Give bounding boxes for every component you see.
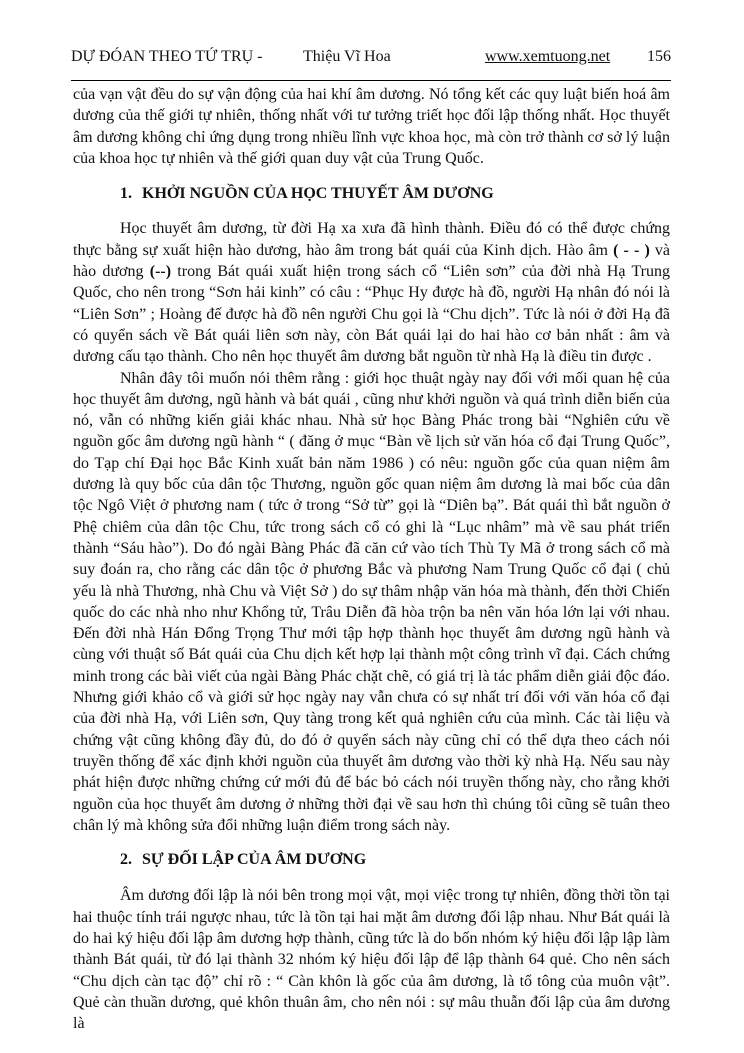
book-title: DỰ ĐÓAN THEO TỨ TRỤ - bbox=[71, 48, 263, 65]
yang-line-symbol: (--) bbox=[149, 263, 172, 281]
paragraph-text: Học thuyết âm dương, từ đời Hạ xa xưa đã hình thành. Điều đó có thể được chứng thực bằng sự xuất hiện hào dương, hào âm trong bát quái của Kinh dịch. Hào âm bbox=[73, 220, 670, 259]
section-title: KHỞI NGUỒN CỦA HỌC THUYẾT ÂM DƯƠNG bbox=[142, 185, 494, 203]
section2-paragraph-1: Âm dương đối lập là nói bên trong mọi vật, mọi việc trong tự nhiên, đồng thời tồn tại hai thuộc tính trái ngược nhau, tức là tồn tại hai mặt âm dương đối lập nhau. Như Bát quái là do hai ký hiệu đối lập âm dương hợp thành, cũng tức là do bốn nhóm ký hiệu đối lập lập làm thành Bát quái, từ đó lại thành 32 nhóm ký hiệu đối lập để lập thành 64 quẻ. Cho nên sách “Chu dịch càn tạc độ” chỉ rõ : “ Càn khôn là gốc của âm dương, là tổ tông của muôn vật”. Quẻ càn thuần dương, quẻ khôn thuân âm, cho nên nói : sự mâu thuẫn đối lập của âm dương là bbox=[73, 887, 670, 1033]
yin-line-symbol: ( - - ) bbox=[613, 241, 650, 259]
page-header bbox=[71, 44, 671, 70]
section1-paragraph-1 bbox=[73, 218, 670, 367]
header-divider bbox=[71, 80, 671, 81]
author-name: Thiệu Vĩ Hoa bbox=[303, 48, 391, 65]
section-number: 1. bbox=[120, 185, 132, 203]
website-link[interactable]: www.xemtuong.net bbox=[485, 48, 611, 65]
section-heading-2 bbox=[73, 849, 670, 870]
section-heading-1 bbox=[73, 183, 670, 204]
section1-paragraph-2: Nhân đây tôi muốn nói thêm rằng : giới học thuật ngày nay đối với mối quan hệ của học thuyết âm dương, ngũ hành và bát quái , cũng như khởi nguồn và quá trình diễn biến của nó, vẫn có những kiến giải khác nhau. Nhà sử học Bàng Phác trong bài “Nghiên cứu về nguồn gốc âm dương ngũ hành “ ( đăng ở mục “Bàn về lịch sử văn hóa cổ đại Trung Quốc”, do Tạp chí Đại học Bắc Kinh xuất bản năm 1986 ) có nêu: nguồn gốc của quan niệm âm dương là quy bốc của dân tộc Thương, nguồn gốc quan niệm âm dương là mai bốc của dân tộc Ngô Việt ở phương nam ( tức ở trong “Sở từ” gọi là “Diên bạ”. Bát quái thì bắt nguồn ở Phệ chiêm của dân tộc Chu, tức trong sách cổ có ghi là “Lục nhâm” mà về sau phát triển thành “Sáu hào”). Do đó ngài Bàng Phác đã căn cứ vào tích Thù Ty Mã ở trong sách cổ mà suy đoán ra, cho rằng các dân tộc ở phương Bắc và phương Nam Trung Quốc cổ đại ( chủ yếu là nhà Thương, nhà Chu và Việt Sở ) do sự thâm nhập văn hóa mà thành, đến thời Chiến quốc do các nhà nho như Khổng tử, Trâu Diễn đã hòa trộn ba nên văn hóa lớn lại với nhau. Đến đời nhà Hán Đổng Trọng Thư mới tập hợp thành học thuyết âm dương ngũ hành và cùng với thuật số Bát quái của Chu dịch kết hợp lại thành một công trình vĩ đại. Cách chứng minh trong các bài viết của ngài Bàng Phác chặt chẽ, có giá trị là tác phẩm diễn giải độc đáo. Nhưng giới khảo cổ và giới sử học ngày nay vẫn chưa có sự nhất trí đối với văn hóa cổ đại của đời nhà Hạ, với Liên sơn, Quy tàng trong kết quả nghiên cứu của mình. Các tài liệu và chứng vật cũng không đầy đủ, do đó ở quyển sách này cũng chỉ có thể dựa theo cách nói truyền thống để xác định khởi nguồn của thuyết âm dương vào thời kỳ nhà Hạ. Nếu sau này phát hiện được những chứng cứ mới đủ để bác bỏ cách nói truyền thống này, cho rằng khởi nguồn của học thuyết âm dương ở những thời đại về sau hơn thì chúng tôi cũng sẽ tuân theo chân lý mà không sửa đổi những luận điểm trong sách này. bbox=[73, 369, 670, 834]
section-number: 2. bbox=[120, 851, 132, 869]
intro-paragraph: của vạn vật đều do sự vận động của hai khí âm dương. Nó tổng kết các quy luật biến hoá âm dương của thế giới tự nhiên, thống nhất với tư tưởng triết học đối lập thống nhất. Học thuyết âm dương không chỉ ứng dụng trong nhiều lĩnh vực khoa học, mà còn trở thành cơ sở lý luận của khoa học tự nhiên và thế giới quan duy vật của Trung Quốc. bbox=[73, 86, 670, 167]
page-body bbox=[73, 84, 670, 1034]
section-title: SỰ ĐỐI LẬP CỦA ÂM DƯƠNG bbox=[142, 851, 367, 869]
paragraph-text: và hào dương bbox=[73, 241, 671, 281]
page-number: 156 bbox=[647, 48, 671, 65]
paragraph-text: trong Bát quái xuất hiện trong sách cổ “Liên sơn” của đời nhà Hạ Trung Quốc, cho nên trong “Sơn hải kinh” có câu : “Phục Hy được hà đồ, người Hạ nhân đó nói là “Liên Sơn” ; Hoàng đế được hà đồ nên người Chu gọi là “Chu dịch”. Tức là nói ở đời Hạ đã có quyển sách về Bát quái liên sơn này, còn Bát quái lại do hai hào cơ bản nhất : âm và dương cấu tạo thành. Cho nên học thuyết âm dương bắt nguồn từ nhà Hạ là điều tin được . bbox=[73, 263, 671, 366]
